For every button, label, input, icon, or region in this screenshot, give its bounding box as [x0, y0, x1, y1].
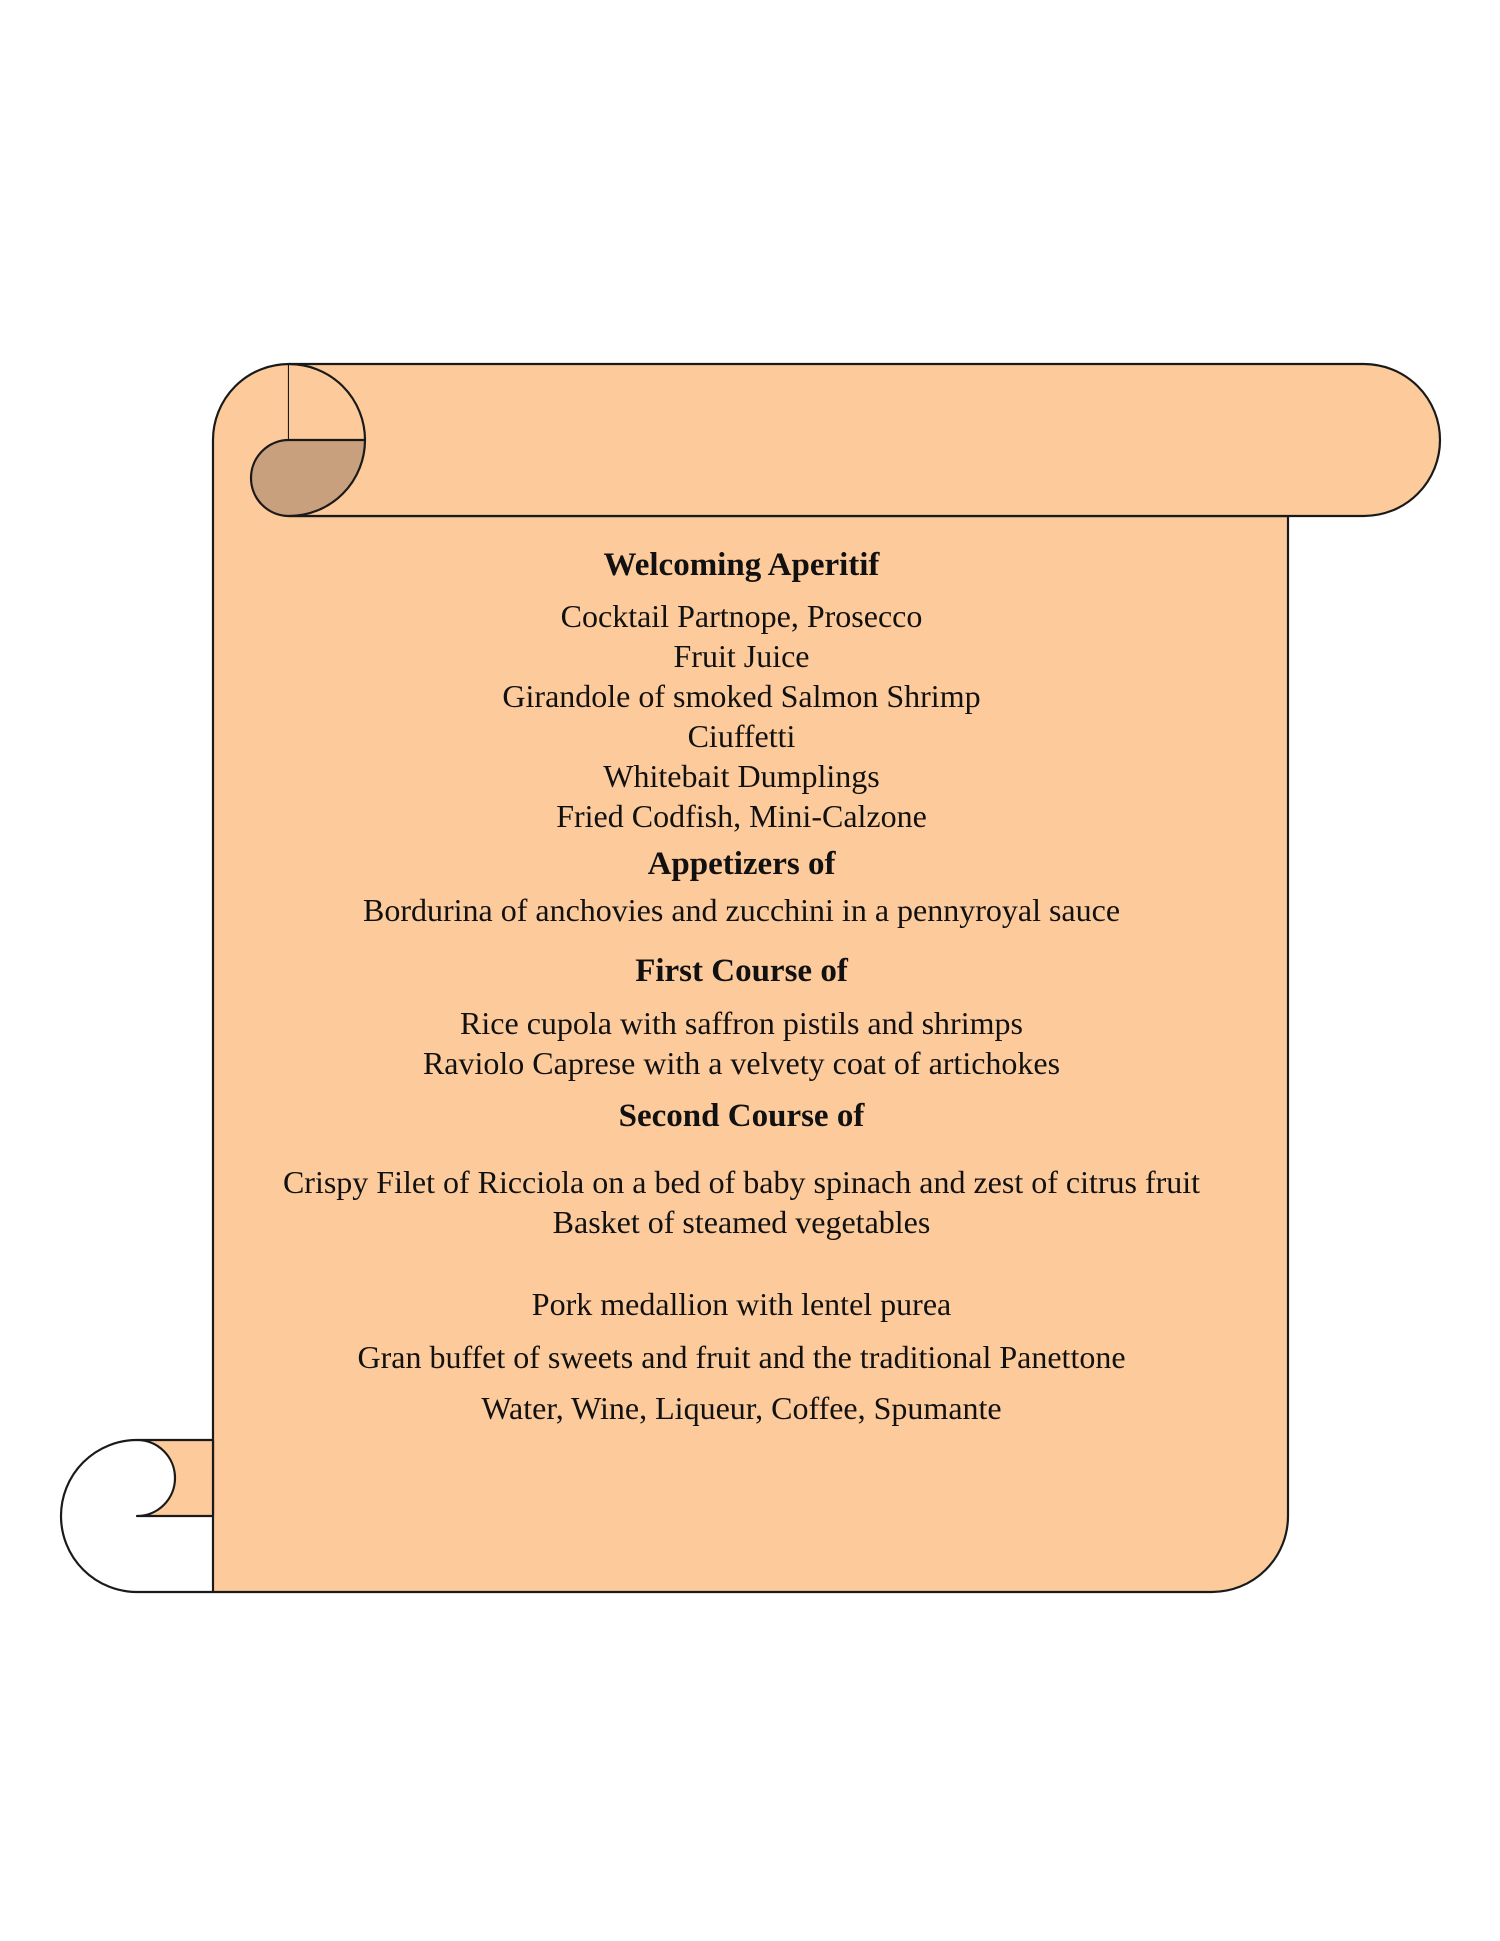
scroll-bottom-curl-inner — [137, 1440, 213, 1516]
menu-item: Fried Codfish, Mini-Calzone — [556, 798, 927, 834]
menu-extra-item: Pork medallion with lentel purea — [531, 1286, 952, 1322]
scroll-top-roll — [289, 364, 1440, 516]
menu-item: Crispy Filet of Ricciola on a bed of baby spinach and zest of citrus fruit — [282, 1164, 1201, 1200]
menu-item: Girandole of smoked Salmon Shrimp — [502, 678, 981, 714]
menu-item: Whitebait Dumplings — [603, 758, 880, 794]
section-heading-second-course: Second Course of — [618, 1098, 865, 1134]
menu-item: Fruit Juice — [673, 638, 810, 674]
menu-item: Rice cupola with saffron pistils and shrimps — [460, 1005, 1023, 1041]
menu-item: Bordurina of anchovies and zucchini in a pennyroyal sauce — [362, 892, 1121, 928]
menu-item: Raviolo Caprese with a velvety coat of artichokes — [422, 1045, 1061, 1081]
menu-item: Basket of steamed vegetables — [552, 1204, 931, 1240]
section-heading-first-course: First Course of — [635, 953, 848, 989]
menu-item: Ciuffetti — [687, 718, 796, 754]
section-heading-aperitif: Welcoming Aperitif — [603, 547, 880, 583]
menu-extra-item: Gran buffet of sweets and fruit and the traditional Panettone — [357, 1339, 1126, 1375]
menu-item: Cocktail Partnope, Prosecco — [560, 598, 923, 634]
menu-extra-item: Water, Wine, Liqueur, Coffee, Spumante — [481, 1390, 1002, 1426]
section-heading-appetizers: Appetizers of — [647, 846, 836, 882]
